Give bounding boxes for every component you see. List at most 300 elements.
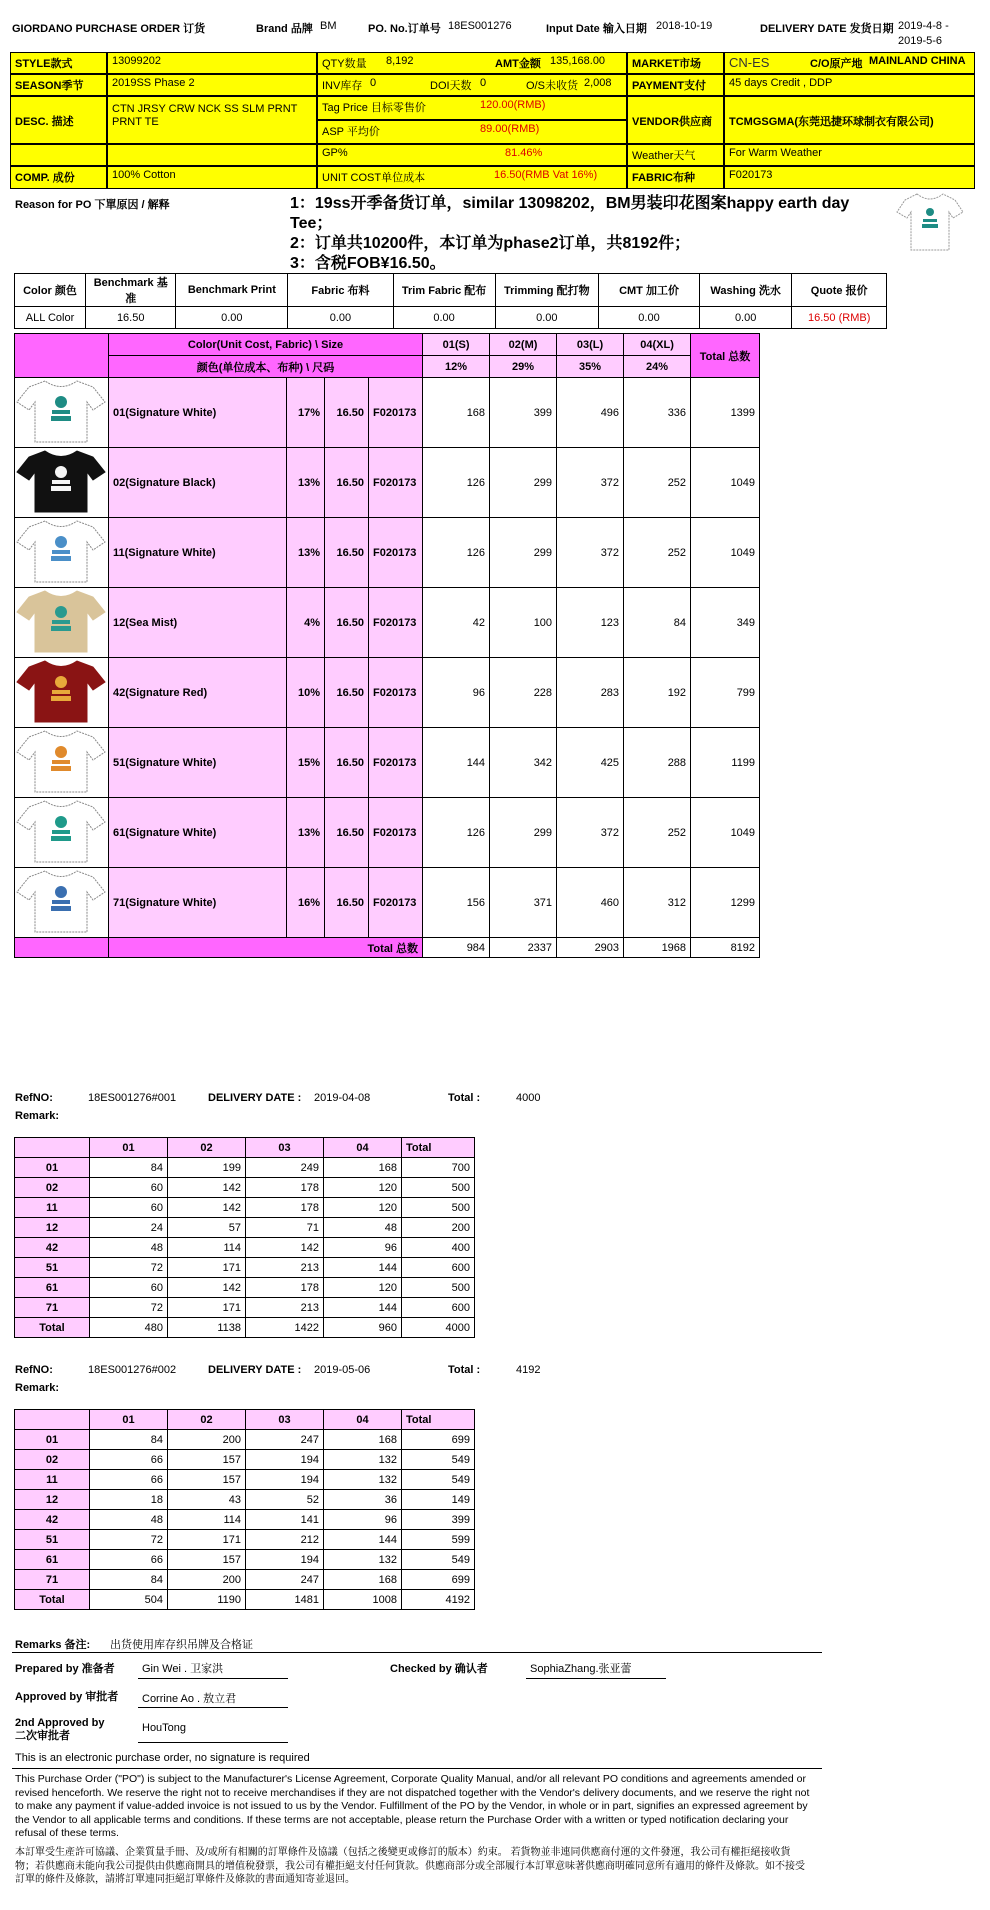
shipment-color-code: 01 <box>15 1158 90 1178</box>
color-fabric: F020173 <box>369 588 423 658</box>
reason-line-4: 3：含税FOB¥16.50。 <box>290 255 446 272</box>
shipment-qty-cell: 66 <box>90 1450 168 1470</box>
shipment-qty-cell: 178 <box>246 1278 324 1298</box>
shipment-qty-cell: 144 <box>324 1530 402 1550</box>
cost-cell: 0.00 <box>699 307 791 329</box>
po-label: PO. No.订单号 <box>368 23 441 35</box>
shipment-qty-cell: 400 <box>402 1238 475 1258</box>
color-ratio: 15% <box>287 728 325 798</box>
color-name: 42(Signature Red) <box>109 658 287 728</box>
shipment-size-header: 02 <box>168 1138 246 1158</box>
inventory-row <box>317 74 627 96</box>
shipment-row <box>15 1550 475 1570</box>
size-header: 02(M) <box>490 334 557 356</box>
color-row <box>15 378 760 448</box>
asp-row <box>317 120 627 144</box>
shipment-qty-cell: 200 <box>168 1570 246 1590</box>
delivery-date-label: DELIVERY DATE 发货日期 <box>760 23 894 35</box>
qty-label: QTY数量 <box>322 58 367 70</box>
shipment-delivery-value: 2019-05-06 <box>314 1364 371 1376</box>
market-co-cell <box>724 52 975 74</box>
shipment-qty-cell: 504 <box>90 1590 168 1610</box>
reason-line-2: Tee； <box>290 215 333 232</box>
size-qty-cell: 144 <box>423 728 490 798</box>
color-unit-cost: 16.50 <box>325 588 369 658</box>
cost-cell: 0.00 <box>495 307 599 329</box>
shipment-qty-cell: 500 <box>402 1178 475 1198</box>
shipment-qty-cell: 144 <box>324 1298 402 1318</box>
comp-value: 100% Cotton <box>107 166 317 189</box>
second-approved-label <box>15 1717 104 1743</box>
size-qty-cell: 283 <box>557 658 624 728</box>
shipment-row <box>15 1570 475 1590</box>
size-qty-cell: 299 <box>490 518 557 588</box>
season-label: SEASON季节 <box>10 74 107 96</box>
shipment-row <box>15 1238 475 1258</box>
shipment-row <box>15 1178 475 1198</box>
color-fabric: F020173 <box>369 518 423 588</box>
size-breakdown-table <box>14 333 760 958</box>
blank-cell <box>107 144 317 166</box>
shipment-qty-cell: 114 <box>168 1510 246 1530</box>
color-ratio: 10% <box>287 658 325 728</box>
color-ratio: 13% <box>287 448 325 518</box>
approved-by-value: Corrine Ao . 敖立君 <box>142 1693 237 1705</box>
shipment-qty-cell: 149 <box>402 1490 475 1510</box>
cost-cell: 0.00 <box>599 307 700 329</box>
size-qty-cell: 336 <box>624 378 691 448</box>
signature-line <box>526 1678 666 1679</box>
total-image-cell <box>15 938 109 958</box>
color-row <box>15 588 760 658</box>
shipment-size-header: 04 <box>324 1138 402 1158</box>
delivery-date-range-end: 2019-5-6 <box>898 35 943 47</box>
cost-header: Trimming 配打物 <box>495 274 599 307</box>
signature-line <box>138 1678 288 1679</box>
shipment-row <box>15 1218 475 1238</box>
shipment-color-code: Total <box>15 1590 90 1610</box>
shipment-qty-cell: 132 <box>324 1470 402 1490</box>
size-qty-cell: 372 <box>557 798 624 868</box>
shipment-qty-cell: 72 <box>90 1258 168 1278</box>
shipment-qty-cell: 699 <box>402 1430 475 1450</box>
tshirt-image <box>15 378 107 444</box>
shipment-qty-cell: 399 <box>402 1510 475 1530</box>
shipment-qty-cell: 1422 <box>246 1318 324 1338</box>
color-name: 11(Signature White) <box>109 518 287 588</box>
shipment-qty-cell: 72 <box>90 1530 168 1550</box>
desc-line-1: CTN JRSY CRW NCK SS SLM PRNT <box>112 103 298 115</box>
shipment-size-header: 04 <box>324 1410 402 1430</box>
vendor-value: TCMGSGMA(东莞迅捷环球制衣有限公司) <box>724 96 975 144</box>
shipment-size-header: Total <box>402 1138 475 1158</box>
shipment-qty-cell: 96 <box>324 1510 402 1530</box>
color-total-cell: 1049 <box>691 448 760 518</box>
shipment-qty-cell: 120 <box>324 1278 402 1298</box>
market-value: CN-ES <box>729 55 770 70</box>
delivery-date-range-start: 2019-4-8 - <box>898 20 949 32</box>
co-label: C/O原产地 <box>810 58 863 70</box>
payment-label: PAYMENT支付 <box>627 74 724 96</box>
shipment-color-code: 01 <box>15 1430 90 1450</box>
size-ratio: 12% <box>423 356 490 378</box>
tshirt-image <box>15 518 107 584</box>
shipment-qty-cell: 213 <box>246 1258 324 1278</box>
size-qty-cell: 371 <box>490 868 557 938</box>
remark-label: Remark: <box>15 1110 60 1122</box>
color-fabric: F020173 <box>369 868 423 938</box>
shipment-color-code: 12 <box>15 1218 90 1238</box>
shipment-color-code: 11 <box>15 1198 90 1218</box>
color-unit-cost: 16.50 <box>325 518 369 588</box>
color-total-cell: 1049 <box>691 518 760 588</box>
asp-value: 89.00(RMB) <box>480 123 540 135</box>
size-qty-cell: 288 <box>624 728 691 798</box>
shipment-qty-cell: 24 <box>90 1218 168 1238</box>
size-qty-cell: 126 <box>423 448 490 518</box>
shipment-qty-cell: 960 <box>324 1318 402 1338</box>
size-qty-cell: 460 <box>557 868 624 938</box>
color-total-cell: 1299 <box>691 868 760 938</box>
color-ratio: 16% <box>287 868 325 938</box>
size-qty-cell: 342 <box>490 728 557 798</box>
shipment-qty-cell: 132 <box>324 1550 402 1570</box>
color-ratio: 17% <box>287 378 325 448</box>
refno-label: RefNO: <box>15 1092 53 1104</box>
shipment-qty-cell: 142 <box>168 1178 246 1198</box>
vendor-label: VENDOR供应商 <box>627 96 724 144</box>
quote-cell: 16.50 (RMB) <box>792 307 887 329</box>
cost-value-row <box>15 307 887 329</box>
second-approved-value: HouTong <box>142 1722 187 1734</box>
shipment-qty-cell: 194 <box>246 1450 324 1470</box>
unit-cost-label: UNIT COST单位成本 <box>322 172 426 184</box>
tshirt-image <box>15 588 107 654</box>
shipment-qty-cell: 4192 <box>402 1590 475 1610</box>
color-name: 61(Signature White) <box>109 798 287 868</box>
co-value: MAINLAND CHINA <box>869 55 966 67</box>
shipment-table <box>14 1137 475 1338</box>
cost-cell: 0.00 <box>393 307 495 329</box>
shipment-row <box>15 1318 475 1338</box>
shipment-row <box>15 1198 475 1218</box>
shipment-qty-cell: 66 <box>90 1550 168 1570</box>
shipment-color-code: 02 <box>15 1450 90 1470</box>
tshirt-image <box>15 728 107 794</box>
shipment-row <box>15 1278 475 1298</box>
shipment-qty-cell: 194 <box>246 1470 324 1490</box>
tshirt-image-cell <box>15 518 109 588</box>
legal-terms-en: This Purchase Order ("PO") is subject to the Manufacturer's License Agreement, Corporate Quality Manual, and/or all relevant PO conditions and agreements amended or revised henceforth. We reserve the right not to receive merchandises if they are not dispatched together with the Vendor's delivery documents, and we reserve the right not to make any payment if value-added invoice is not issued to us by the Vendor. Fulfillment of the PO by the Vendor, in whole or in part, signifies an expressed agreement by the Vendor to all applicable terms and conditions. If these terms are not acceptable, please return the Purchase Order with a written or typed notification declaring your refusal of these terms. <box>15 1773 810 1839</box>
shipment-qty-cell: 699 <box>402 1570 475 1590</box>
input-date-label: Input Date 输入日期 <box>546 23 647 35</box>
signature-line <box>138 1707 288 1708</box>
doi-label: DOI天数 <box>430 80 472 92</box>
desc-value <box>107 96 317 144</box>
shipment-row <box>15 1258 475 1278</box>
color-unit-cost: 16.50 <box>325 798 369 868</box>
tag-price-row <box>317 96 627 120</box>
second-approved-label-en: 2nd Approved by <box>15 1717 105 1729</box>
shipment-delivery-label: DELIVERY DATE : <box>208 1364 302 1376</box>
shipment-qty-cell: 480 <box>90 1318 168 1338</box>
ratio-row <box>15 356 760 378</box>
shipment-total-value: 4000 <box>516 1092 541 1104</box>
color-row <box>15 798 760 868</box>
os-value: 2,008 <box>584 77 612 89</box>
shipment-color-code: 71 <box>15 1570 90 1590</box>
color-total-cell: 1399 <box>691 378 760 448</box>
electronic-notice: This is an electronic purchase order, no signature is required <box>15 1752 310 1764</box>
cost-cell: 16.50 <box>86 307 176 329</box>
input-date-value: 2018-10-19 <box>656 20 713 32</box>
size-total-cell: 2903 <box>557 938 624 958</box>
shipment-color-code: 61 <box>15 1550 90 1570</box>
size-qty-cell: 252 <box>624 448 691 518</box>
color-fabric: F020173 <box>369 798 423 868</box>
desc-label: DESC. 描述 <box>10 96 107 144</box>
size-total-cell: 984 <box>423 938 490 958</box>
shipment-row <box>15 1298 475 1318</box>
size-qty-cell: 372 <box>557 518 624 588</box>
color-fabric: F020173 <box>369 378 423 448</box>
inv-value: 0 <box>370 77 377 89</box>
cost-cell: 0.00 <box>176 307 288 329</box>
cost-cell: 0.00 <box>288 307 393 329</box>
shipment-qty-cell: 84 <box>90 1158 168 1178</box>
unit-cost-row <box>317 166 627 189</box>
shipment-qty-cell: 60 <box>90 1198 168 1218</box>
shipment-qty-cell: 43 <box>168 1490 246 1510</box>
shipment-qty-cell: 157 <box>168 1550 246 1570</box>
fabric-value: F020173 <box>724 166 975 189</box>
shipment-qty-cell: 72 <box>90 1298 168 1318</box>
shipment-qty-cell: 168 <box>324 1158 402 1178</box>
shipment-qty-cell: 168 <box>324 1570 402 1590</box>
size-total-label: Total 总数 <box>109 938 423 958</box>
size-ratio: 24% <box>624 356 691 378</box>
comp-label: COMP. 成份 <box>10 166 107 189</box>
qty-amt-row <box>317 52 627 74</box>
shipment-color-code: 02 <box>15 1178 90 1198</box>
tshirt-image-cell <box>15 378 109 448</box>
shipment-qty-cell: 171 <box>168 1298 246 1318</box>
color-ratio: 4% <box>287 588 325 658</box>
color-name: 01(Signature White) <box>109 378 287 448</box>
shipment-qty-cell: 142 <box>168 1198 246 1218</box>
gp-label: GP% <box>322 147 348 159</box>
shipment-qty-cell: 71 <box>246 1218 324 1238</box>
shipment-color-code: 11 <box>15 1470 90 1490</box>
shipment-qty-cell: 600 <box>402 1298 475 1318</box>
size-total-row <box>15 938 760 958</box>
shipment-delivery-label: DELIVERY DATE : <box>208 1092 302 1104</box>
tshirt-image-cell <box>15 658 109 728</box>
shipment-row <box>15 1470 475 1490</box>
shipment-row <box>15 1510 475 1530</box>
prepared-by-label: Prepared by 准备者 <box>15 1663 115 1675</box>
size-qty-cell: 312 <box>624 868 691 938</box>
shipment-qty-cell: 171 <box>168 1258 246 1278</box>
shipment-qty-cell: 157 <box>168 1470 246 1490</box>
legal-terms-cn: 本訂單受生產許可協議、企業質量手冊、及/或所有相關的訂單條件及協議（包括之後變更或修訂的版本）約束。 若貨物並非連同供應商付運的文件發運，我公司有權拒絕接收貨物；若供應商未能向我公司提供由供應商開具的增值稅發票，我公司有權拒絕支付任何貨款。供應商部分或全部履行本訂單意味著供應商明確同意所有適用的條件及條款。如不接受訂單的條件及條款，請將訂單連同拒絕訂單條件及條款的書面通知寄並退回。 <box>15 1847 805 1885</box>
color-total-cell: 1199 <box>691 728 760 798</box>
shipment-qty-cell: 144 <box>324 1258 402 1278</box>
cost-header: Fabric 布料 <box>288 274 393 307</box>
size-qty-cell: 192 <box>624 658 691 728</box>
shipment-size-header: 02 <box>168 1410 246 1430</box>
shipment-qty-cell: 114 <box>168 1238 246 1258</box>
size-qty-cell: 252 <box>624 798 691 868</box>
size-qty-cell: 252 <box>624 518 691 588</box>
size-total-cell: 1968 <box>624 938 691 958</box>
size-qty-cell: 42 <box>423 588 490 658</box>
color-total-cell: 799 <box>691 658 760 728</box>
shipment-color-code: 51 <box>15 1258 90 1278</box>
shipment-qty-cell: 52 <box>246 1490 324 1510</box>
gp-row <box>317 144 627 166</box>
prepared-by-value: Gin Wei . 卫家洪 <box>142 1663 224 1675</box>
color-total-cell: 1049 <box>691 798 760 868</box>
shipment-qty-cell: 178 <box>246 1198 324 1218</box>
shipment-qty-cell: 48 <box>90 1238 168 1258</box>
refno-value: 18ES001276#002 <box>88 1364 177 1376</box>
refno-value: 18ES001276#001 <box>88 1092 177 1104</box>
shipment-qty-cell: 168 <box>324 1430 402 1450</box>
color-unit-cost: 16.50 <box>325 448 369 518</box>
shipment-qty-cell: 549 <box>402 1550 475 1570</box>
shipment-qty-cell: 36 <box>324 1490 402 1510</box>
size-ratio: 35% <box>557 356 624 378</box>
asp-label: ASP 平均价 <box>322 126 380 138</box>
inv-label: INV库存 <box>322 80 363 92</box>
color-row <box>15 518 760 588</box>
size-qty-cell: 96 <box>423 658 490 728</box>
color-fabric: F020173 <box>369 448 423 518</box>
color-fabric: F020173 <box>369 658 423 728</box>
shipment-qty-cell: 4000 <box>402 1318 475 1338</box>
brand-value: BM <box>320 20 337 32</box>
size-qty-cell: 84 <box>624 588 691 658</box>
tshirt-image <box>15 658 107 724</box>
shipment-corner-cell <box>15 1410 90 1430</box>
size-qty-cell: 126 <box>423 798 490 868</box>
size-qty-cell: 126 <box>423 518 490 588</box>
cost-header: Quote 报价 <box>792 274 887 307</box>
shipment-qty-cell: 178 <box>246 1178 324 1198</box>
color-row <box>15 728 760 798</box>
shipment-qty-cell: 549 <box>402 1450 475 1470</box>
tag-price-value: 120.00(RMB) <box>480 99 546 111</box>
shipment-header-row <box>15 1138 475 1158</box>
tag-price-label: Tag Price 目标零售价 <box>322 102 426 114</box>
qty-value: 8,192 <box>386 55 414 67</box>
shipment-qty-cell: 132 <box>324 1450 402 1470</box>
amt-label: AMT金额 <box>495 58 541 70</box>
shipment-qty-cell: 120 <box>324 1198 402 1218</box>
shipment-row <box>15 1430 475 1450</box>
shipment-qty-cell: 171 <box>168 1530 246 1550</box>
shipment-qty-cell: 247 <box>246 1430 324 1450</box>
tshirt-image <box>15 868 107 934</box>
shipment-qty-cell: 199 <box>168 1158 246 1178</box>
market-label: MARKET市场 <box>627 52 724 74</box>
grand-total-cell: 8192 <box>691 938 760 958</box>
remark-label: Remark: <box>15 1382 60 1394</box>
shipment-size-header: 01 <box>90 1410 168 1430</box>
shipment-qty-cell: 96 <box>324 1238 402 1258</box>
shipment-qty-cell: 549 <box>402 1470 475 1490</box>
approved-by-label: Approved by 审批者 <box>15 1691 119 1703</box>
size-qty-cell: 496 <box>557 378 624 448</box>
shipment-color-code: 42 <box>15 1238 90 1258</box>
cost-header: Benchmark 基准 <box>86 274 176 307</box>
size-header: 01(S) <box>423 334 490 356</box>
shipment-qty-cell: 200 <box>402 1218 475 1238</box>
checked-by-value: SophiaZhang.张亚蕾 <box>530 1663 632 1675</box>
shipment-color-code: 12 <box>15 1490 90 1510</box>
shipment-qty-cell: 600 <box>402 1258 475 1278</box>
shipment-row <box>15 1490 475 1510</box>
shipment-row <box>15 1530 475 1550</box>
size-ratio: 29% <box>490 356 557 378</box>
tshirt-image-cell <box>15 728 109 798</box>
shipment-qty-cell: 57 <box>168 1218 246 1238</box>
tshirt-image-cell <box>15 798 109 868</box>
divider <box>12 1768 822 1769</box>
shipment-table <box>14 1409 475 1610</box>
shipment-qty-cell: 142 <box>246 1238 324 1258</box>
shipment-row <box>15 1450 475 1470</box>
refno-label: RefNO: <box>15 1364 53 1376</box>
second-approved-label-cn: 二次审批者 <box>15 1730 70 1742</box>
size-qty-cell: 228 <box>490 658 557 728</box>
blank-cell <box>10 144 107 166</box>
shipment-qty-cell: 700 <box>402 1158 475 1178</box>
shipment-header-row <box>15 1410 475 1430</box>
reason-line-1: 1：19ss开季备货订单，similar 13098202，BM男装印花图案happy earth day <box>290 195 850 212</box>
shipment-qty-cell: 60 <box>90 1178 168 1198</box>
tshirt-image <box>15 798 107 864</box>
shipment-qty-cell: 1138 <box>168 1318 246 1338</box>
shipment-size-header: 03 <box>246 1138 324 1158</box>
shipment-color-code: 51 <box>15 1530 90 1550</box>
os-label: O/S未收货 <box>526 80 578 92</box>
payment-value: 45 days Credit , DDP <box>724 74 975 96</box>
reason-label: Reason for PO 下單原因 / 解释 <box>15 199 170 211</box>
checked-by-label: Checked by 确认者 <box>390 1663 488 1675</box>
color-unit-cost: 16.50 <box>325 868 369 938</box>
reason-line-3: 2：订单共10200件，本订单为phase2订单，共8192件； <box>290 235 691 252</box>
shipment-qty-cell: 18 <box>90 1490 168 1510</box>
color-unit-cost: 16.50 <box>325 378 369 448</box>
shipment-qty-cell: 1190 <box>168 1590 246 1610</box>
size-header: 03(L) <box>557 334 624 356</box>
color-row <box>15 658 760 728</box>
shipment-qty-cell: 212 <box>246 1530 324 1550</box>
shipment-color-code: 61 <box>15 1278 90 1298</box>
shipment-qty-cell: 1481 <box>246 1590 324 1610</box>
color-ratio: 13% <box>287 518 325 588</box>
remarks-label: Remarks 备注: <box>15 1639 91 1651</box>
shipment-qty-cell: 66 <box>90 1470 168 1490</box>
size-header-row <box>15 334 760 356</box>
weather-value: For Warm Weather <box>724 144 975 166</box>
color-fabric: F020173 <box>369 728 423 798</box>
shipment-corner-cell <box>15 1138 90 1158</box>
tshirt-image-cell <box>15 868 109 938</box>
cost-breakdown-table <box>14 273 887 329</box>
